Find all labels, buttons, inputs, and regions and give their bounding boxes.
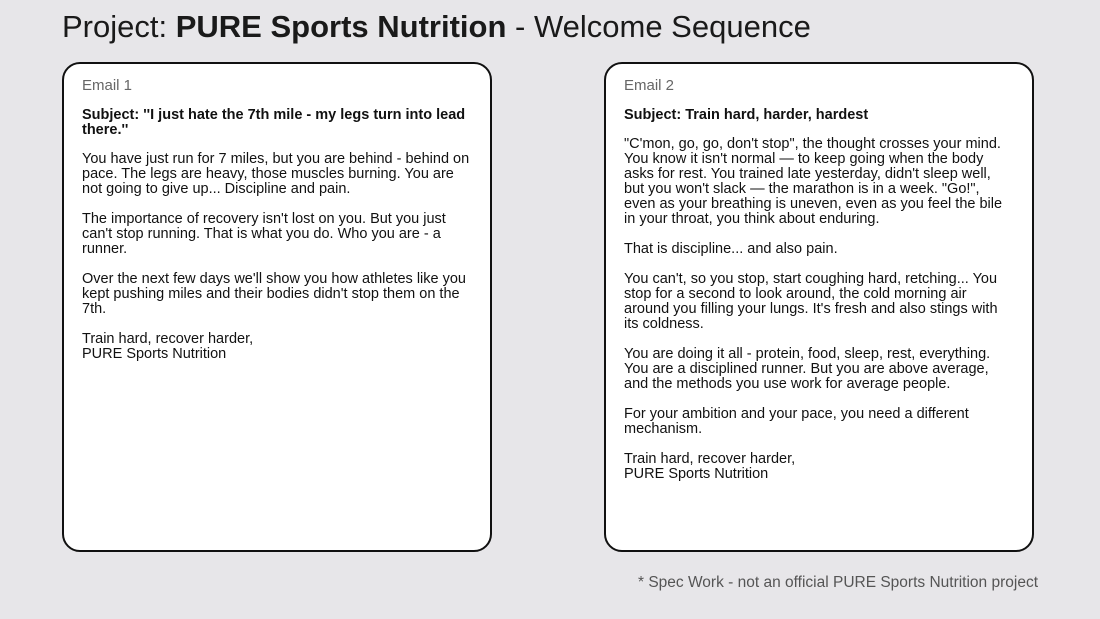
email-signoff: Train hard, recover harder, PURE Sports Nutrition [82,331,254,362]
email-signoff: Train hard, recover harder, PURE Sports Nutrition [624,451,796,482]
email-label: Email 2 [624,77,675,94]
email-paragraph: "C'mon, go, go, don't stop", the thought crosses your mind. You know it isn't normal — to keep going when the body asks for rest. You trained late yesterday, didn't sleep well, but you won't slack — the marathon is in a week. "Go!", even as your breathing is uneven, even as you feel the bile in your throat, you think about enduring. [624,136,1003,227]
email-card-2 [604,62,1034,552]
email-paragraph: That is discipline... and also pain. [624,241,838,257]
title-suffix: - Welcome Sequence [506,9,811,44]
email-label: Email 1 [82,77,133,94]
spec-work-footnote: * Spec Work - not an official PURE Sports Nutrition project [637,574,1038,591]
email-subject: Subject: Train hard, harder, hardest [624,107,869,123]
email-paragraph: You are doing it all - protein, food, sleep, rest, everything. You are a disciplined runner. But you are above average, and the methods you use work for average people. [624,346,991,392]
email-paragraph: The importance of recovery isn't lost on you. But you just can't stop running. That is what you do. Who you are - a runner. [82,211,446,257]
email-paragraph: Over the next few days we'll show you how athletes like you kept pushing miles and their bodies didn't stop them on the 7th. [82,271,466,317]
email-paragraph: You can't, so you stop, start coughing hard, retching... You stop for a second to look around, the cold morning air around you filling your lungs. It's fresh and also stings with its coldness. [624,271,998,332]
email-paragraph: You have just run for 7 miles, but you are behind - behind on pace. The legs are heavy, those muscles burning. You are not going to give up... Discipline and pain. [82,151,470,197]
email-paragraph: For your ambition and your pace, you need a different mechanism. [624,406,969,437]
email-subject: Subject: ''I just hate the 7th mile - my legs turn into lead there.'' [82,107,466,138]
email-card-1 [62,62,492,552]
title-brand: PURE Sports Nutrition [175,9,507,44]
page-title [62,6,811,48]
title-prefix: Project: [62,9,176,44]
